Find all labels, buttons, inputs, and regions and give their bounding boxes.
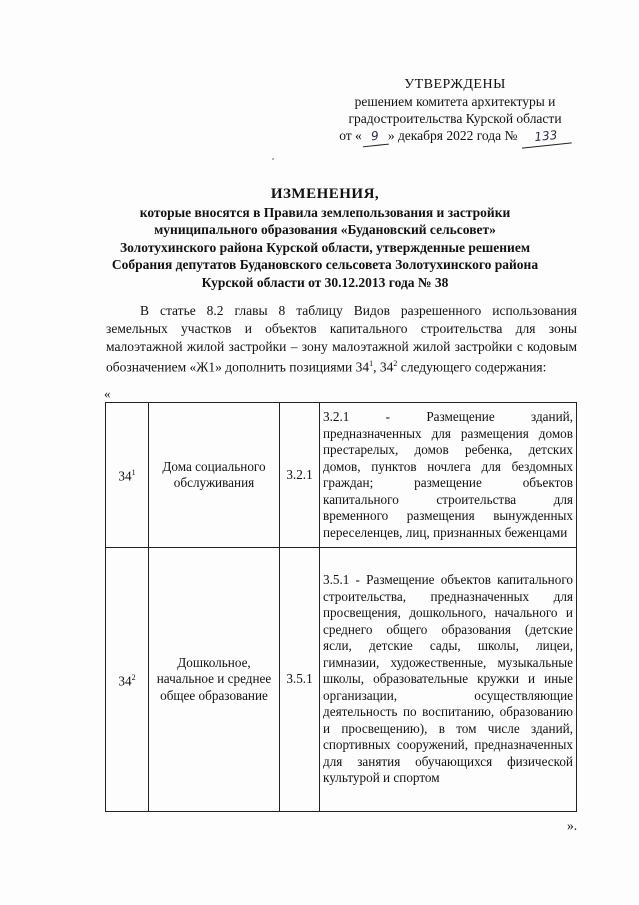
- title-line: Собрания депутатов Будановского сельсовета Золотухинского района: [111, 257, 539, 273]
- date-middle: » декабря 2022 года №: [387, 128, 518, 143]
- position-number: $34^2$: [106, 548, 149, 812]
- table-row: [106, 403, 577, 548]
- document-title: [90, 186, 560, 292]
- position-number: $34^1$: [106, 403, 149, 548]
- position-description: 3.2.1 - Размещение зданий, предназначенных для размещения домов престарелых, домов ребенка, детских домов, пунктов ночлега для бездомных граждан; размещение объектов капитального строительства для временного размещения вынужденных переселенцев, лиц, признанных беженцами: [320, 403, 577, 548]
- title-line: Курской области от 30.12.2013 года № 38: [201, 274, 449, 290]
- scan-speck: [272, 158, 274, 160]
- table-row: [106, 548, 577, 812]
- position-code: 3.5.1: [280, 548, 320, 812]
- title-main: ИЗМЕНЕНИЯ,: [270, 186, 380, 202]
- date-prefix: от «: [339, 128, 362, 143]
- position-code: 3.2.1: [280, 403, 320, 548]
- approval-date-line: [330, 127, 580, 146]
- title-line: которые вносятся в Правила землепользования и застройки: [139, 204, 511, 220]
- superscript: 1: [369, 359, 374, 369]
- handwritten-number: 133: [520, 125, 572, 148]
- approval-line-2: градостроительства Курской области: [348, 111, 562, 126]
- intro-paragraph: [106, 302, 577, 377]
- approval-heading: УТВЕРЖДЕНЫ: [404, 77, 506, 92]
- position-description: 3.5.1 - Размещение объектов капитального строительства, предназначенных для просвещения, дошкольного, начального и среднего общего образования (детские ясли, детские сады, школы, лицеи, гимназии, художественные, музыкальные школы, образовательные кружки и иные организации, осуществляющие деятельность по воспитанию, образованию и просвещению), в том числе зданий, спортивных сооружений, предназначенных для занятия обучающихся физической культурой и спортом: [320, 548, 577, 812]
- title-line: Золотухинского района Курской области, утвержденные решением: [119, 239, 531, 255]
- position-name: Дома социального обслуживания: [149, 403, 280, 548]
- closing-quote: ».: [567, 818, 578, 833]
- superscript: 2: [393, 359, 398, 369]
- approval-line-1: решением комитета архитектуры и: [354, 94, 556, 109]
- position-name: Дошкольное, начальное и среднее общее образование: [149, 548, 280, 812]
- approval-block: [330, 76, 580, 146]
- opening-quote: «: [104, 386, 111, 401]
- handwritten-day: 9: [361, 127, 389, 148]
- title-line: муниципального образования «Будановский сельсовет»: [154, 222, 496, 238]
- positions-table: [105, 402, 577, 812]
- intro-text: В статье 8.2 главы 8 таблицу Видов разрешенного использования земельных участков и объектов капитального строительства для зоны малоэтажной жилой застройки – зону малоэтажной жилой застройки с кодовым обозначением «Ж1» дополнить позициями $34^1$, $34^2$ следующего содержания:: [106, 303, 577, 375]
